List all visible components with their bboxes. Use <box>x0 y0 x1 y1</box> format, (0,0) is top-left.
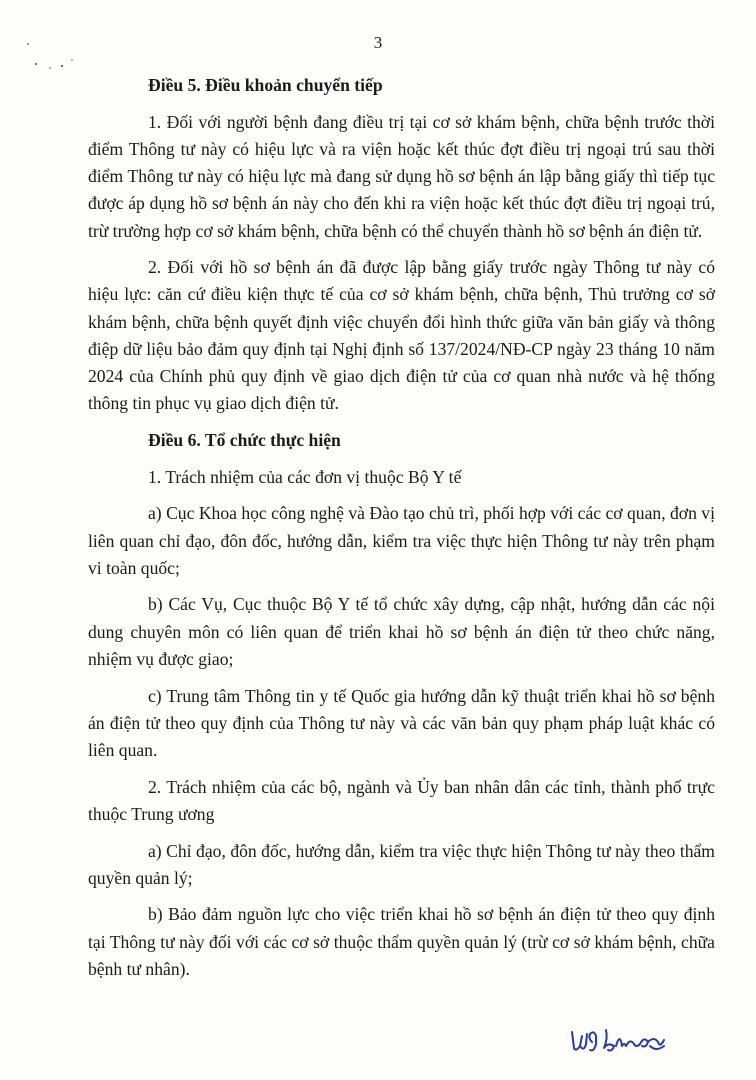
article-5-clause-1: 1. Đối với người bệnh đang điều trị tại cơ sở khám bệnh, chữa bệnh trước thời điểm Thông tư này có hiệu lực và ra viện hoặc kết thúc đợt điều trị ngoại trú sau thời điểm Thông tư này có hiệu lực mà đang sử dụng hồ sơ bệnh án lập bằng giấy thì tiếp tục được áp dụng hồ sơ bệnh án này cho đến khi ra viện hoặc kết thúc đợt điều trị ngoại trú, trừ trường hợp cơ sở khám bệnh, chữa bệnh có thể chuyển thành hồ sơ bệnh án điện tử. <box>88 111 715 241</box>
article-6-clause-1: 1. Trách nhiệm của các đơn vị thuộc Bộ Y tế <box>148 466 462 487</box>
article-6-clause-2: 2. Trách nhiệm của các bộ, ngành và Ủy ban nhân dân các tỉnh, thành phố trực thuộc Trung ương <box>88 776 715 824</box>
article-5-clause-2: 2. Đối với hồ sơ bệnh án đã được lập bằng giấy trước ngày Thông tư này có hiệu lực: căn cứ điều kiện thực tế của cơ sở khám bệnh, chữa bệnh, Thủ trưởng cơ sở khám bệnh, chữa bệnh quyết định việc chuyển đổi hình thức giữa văn bản giấy và thông điệp dữ liệu bảo đảm quy định tại Nghị định số 137/2024/NĐ-CP ngày 23 tháng 10 năm 2024 của Chính phủ quy định về giao dịch điện tử của cơ quan nhà nước và hệ thống thông tin phục vụ giao dịch điện tử. <box>88 257 715 414</box>
article-6-clause-1a: a) Cục Khoa học công nghệ và Đào tạo chủ trì, phối hợp với các cơ quan, đơn vị liên quan chỉ đạo, đôn đốc, hướng dẫn, kiểm tra việc thực hiện Thông tư này trên phạm vi toàn quốc; <box>88 503 715 578</box>
article-6-clause-2b: b) Bảo đảm nguồn lực cho việc triển khai hồ sơ bệnh án điện tử theo quy định tại Thông tư này đối với các cơ sở thuộc thẩm quyền quản lý (trừ cơ sở khám bệnh, chữa bệnh tư nhân). <box>88 904 715 979</box>
article-5-heading: Điều 5. Điều khoản chuyển tiếp <box>148 75 383 95</box>
page-number: 3 <box>373 33 383 52</box>
article-6-clause-1b: b) Các Vụ, Cục thuộc Bộ Y tế tổ chức xây dựng, cập nhật, hướng dẫn các nội dung chuyên môn có liên quan để triển khai hồ sơ bệnh án điện tử theo chức năng, nhiệm vụ được giao; <box>88 594 715 669</box>
article-6-clause-2a: a) Chỉ đạo, đôn đốc, hướng dẫn, kiểm tra việc thực hiện Thông tư này theo thẩm quyền quản lý; <box>88 840 715 888</box>
document-body <box>88 72 715 993</box>
article-6-clause-1c: c) Trung tâm Thông tin y tế Quốc gia hướng dẫn kỹ thuật triển khai hồ sơ bệnh án điện tử theo quy định của Thông tư này và các văn bản quy phạm pháp luật khác có liên quan. <box>88 685 715 760</box>
article-6-heading: Điều 6. Tổ chức thực hiện <box>148 429 341 450</box>
handwritten-initials-signature-icon <box>568 1022 668 1062</box>
